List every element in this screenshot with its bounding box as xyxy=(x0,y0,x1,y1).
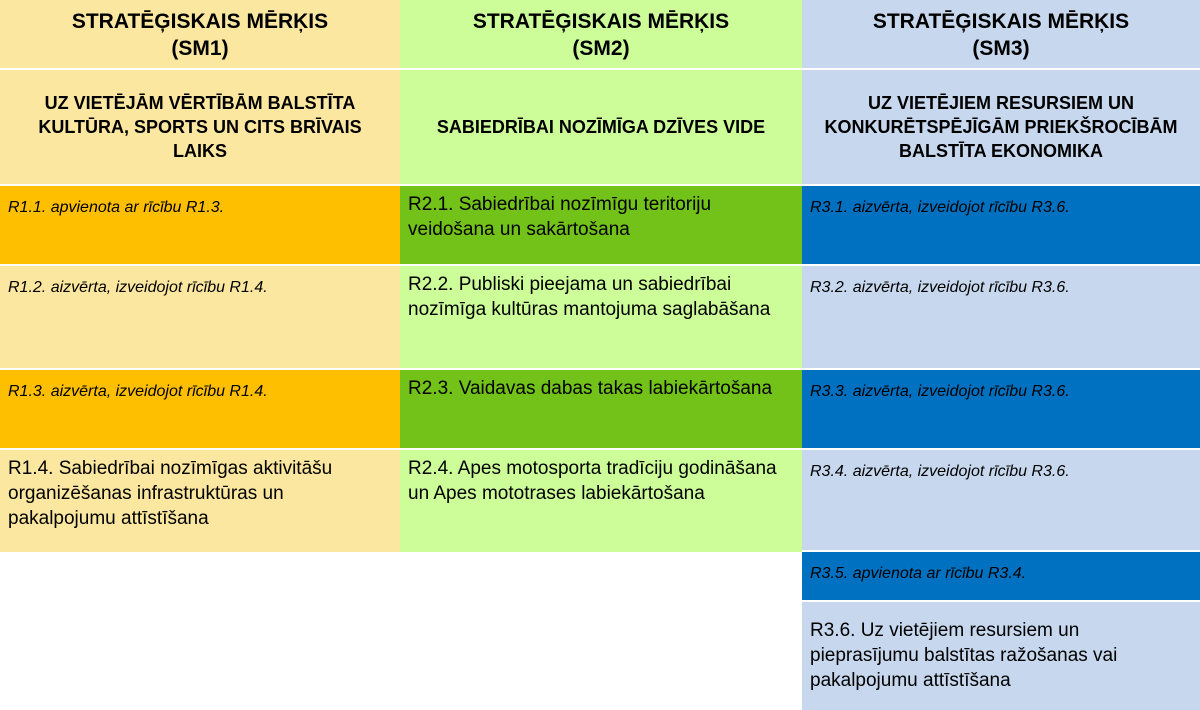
goal-heading-sm1: STRATĒĢISKAIS MĒRĶIS (SM1) xyxy=(0,0,400,70)
action-item-r1-2: R1.2. aizvērta, izveidojot rīcību R1.4. xyxy=(0,266,400,370)
action-item-r3-6: R3.6. Uz vietējiem resursiem un pieprasījumu balstītas ražošanas vai pakalpojumu attīstīšana xyxy=(802,602,1200,710)
action-item-r2-4: R2.4. Apes motosporta tradīciju godināšana un Apes mototrases labiekārtošana xyxy=(400,450,802,552)
goal-subheading-sm1: UZ VIETĒJĀM VĒRTĪBĀM BALSTĪTA KULTŪRA, SPORTS UN CITS BRĪVAIS LAIKS xyxy=(0,70,400,186)
goal-heading-sm2: STRATĒĢISKAIS MĒRĶIS (SM2) xyxy=(400,0,802,70)
goal-subheading-sm3: UZ VIETĒJIEM RESURSIEM UN KONKURĒTSPĒJĪGĀM PRIEKŠROCĪBĀM BALSTĪTA EKONOMIKA xyxy=(802,70,1200,186)
action-item-r2-2: R2.2. Publiski pieejama un sabiedrībai nozīmīga kultūras mantojuma saglabāšana xyxy=(400,266,802,370)
action-item-r3-1: R3.1. aizvērta, izveidojot rīcību R3.6. xyxy=(802,186,1200,266)
action-item-r1-3: R1.3. aizvērta, izveidojot rīcību R1.4. xyxy=(0,370,400,450)
action-item-r3-4: R3.4. aizvērta, izveidojot rīcību R3.6. xyxy=(802,450,1200,552)
goal-subheading-sm2: SABIEDRĪBAI NOZĪMĪGA DZĪVES VIDE xyxy=(400,70,802,186)
action-item-r1-1: R1.1. apvienota ar rīcību R1.3. xyxy=(0,186,400,266)
action-item-r2-1: R2.1. Sabiedrībai nozīmīgu teritoriju veidošana un sakārtošana xyxy=(400,186,802,266)
action-item-r3-5: R3.5. apvienota ar rīcību R3.4. xyxy=(802,552,1200,602)
action-item-r3-2: R3.2. aizvērta, izveidojot rīcību R3.6. xyxy=(802,266,1200,370)
action-item-r3-3: R3.3. aizvērta, izveidojot rīcību R3.6. xyxy=(802,370,1200,450)
action-item-r2-3: R2.3. Vaidavas dabas takas labiekārtošana xyxy=(400,370,802,450)
goal-heading-sm3: STRATĒĢISKAIS MĒRĶIS (SM3) xyxy=(802,0,1200,70)
action-item-r1-4: R1.4. Sabiedrībai nozīmīgas aktivitāšu organizēšanas infrastruktūras un pakalpojumu attīstīšana xyxy=(0,450,400,552)
